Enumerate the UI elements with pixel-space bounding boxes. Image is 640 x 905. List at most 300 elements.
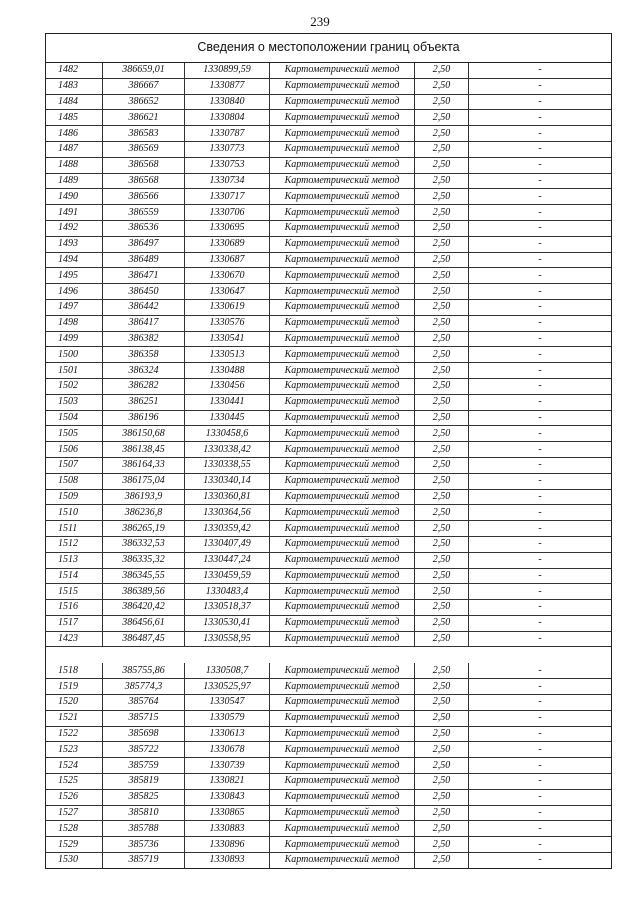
method-cell: Картометрический метод [270,236,415,252]
description-cell: - [469,299,612,315]
description-cell: - [469,126,612,142]
table-row [46,141,611,157]
description-cell: - [538,664,542,676]
point-number-cell: 1489 [46,173,103,189]
x-coordinate-cell: 385764 [103,695,185,711]
point-number-cell: 1483 [46,78,103,94]
table-row [46,631,611,646]
point-number-cell: 1490 [46,189,103,205]
accuracy-cell: 2,50 [415,94,469,110]
table-row [46,805,611,821]
y-coordinate-cell: 1330508,7 [185,663,270,678]
accuracy-cell: 2,50 [415,315,469,331]
description-cell: - [469,853,612,868]
description-cell: - [469,110,612,126]
table-group-separator [46,646,611,663]
x-coordinate-cell: 386442 [103,299,185,315]
method-cell: Картометрический метод [270,789,415,805]
x-coordinate-cell: 385715 [103,710,185,726]
accuracy-cell: 2,50 [415,631,469,646]
description-cell: - [469,78,612,94]
method-cell: Картометрический метод [270,299,415,315]
method-cell: Картометрический метод [270,805,415,821]
method-cell: Картометрический метод [270,600,415,616]
accuracy-cell: 2,50 [415,426,469,442]
table-row [46,363,611,379]
table-row [46,457,611,473]
point-number-cell: 1493 [46,236,103,252]
method-cell: Картометрический метод [270,521,415,537]
x-coordinate-cell: 386193,9 [103,489,185,505]
point-number-cell: 1527 [46,805,103,821]
description-cell: - [469,205,612,221]
coordinates-table-group-1 [46,63,611,646]
x-coordinate-cell: 385819 [103,774,185,790]
page-number: 239 [310,14,330,29]
method-cell: Картометрический метод [270,473,415,489]
y-coordinate-cell: 1330459,59 [185,568,270,584]
point-number-cell: 1498 [46,315,103,331]
x-coordinate-cell: 386335,32 [103,552,185,568]
y-coordinate-cell: 1330359,42 [185,521,270,537]
accuracy-cell: 2,50 [415,299,469,315]
x-coordinate-cell: 386417 [103,315,185,331]
method-cell: Картометрический метод [270,742,415,758]
description-cell: - [469,742,612,758]
description-cell: - [469,331,612,347]
method-cell: Картометрический метод [270,110,415,126]
accuracy-cell: 2,50 [415,268,469,284]
y-coordinate-cell: 1330338,55 [185,457,270,473]
y-coordinate-cell: 1330773 [185,141,270,157]
x-coordinate-cell: 385719 [103,853,185,868]
point-number-cell: 1495 [46,268,103,284]
point-number-cell: 1507 [46,457,103,473]
point-number-cell: 1516 [46,600,103,616]
method-cell: Картометрический метод [270,220,415,236]
method-cell: Картометрический метод [270,615,415,631]
table-row [46,268,611,284]
method-cell: Картометрический метод [270,584,415,600]
y-coordinate-cell: 1330579 [185,710,270,726]
y-coordinate-cell: 1330804 [185,110,270,126]
accuracy-cell: 2,50 [415,442,469,458]
accuracy-cell: 2,50 [415,536,469,552]
method-cell: Картометрический метод [270,663,415,678]
table-row [46,521,611,537]
method-cell: Картометрический метод [270,157,415,173]
table-row [46,157,611,173]
point-number-cell: 1526 [46,789,103,805]
method-cell: Картометрический метод [270,141,415,157]
y-coordinate-cell: 1330547 [185,695,270,711]
method-cell: Картометрический метод [270,758,415,774]
y-coordinate-cell: 1330441 [185,394,270,410]
y-coordinate-cell: 1330706 [185,205,270,221]
x-coordinate-cell: 385810 [103,805,185,821]
point-number-cell: 1506 [46,442,103,458]
accuracy-cell: 2,50 [415,394,469,410]
accuracy-cell: 2,50 [415,157,469,173]
point-number-cell: 1503 [46,394,103,410]
method-cell: Картометрический метод [270,94,415,110]
table-row [46,410,611,426]
x-coordinate-cell: 385788 [103,821,185,837]
x-coordinate-cell: 386175,04 [103,473,185,489]
table-row [46,742,611,758]
point-number-cell: 1423 [46,631,103,646]
x-coordinate-cell: 386282 [103,378,185,394]
accuracy-cell: 2,50 [415,205,469,221]
y-coordinate-cell: 1330899,59 [185,63,270,78]
point-number-cell: 1502 [46,378,103,394]
x-coordinate-cell: 386497 [103,236,185,252]
y-coordinate-cell: 1330865 [185,805,270,821]
table-row [46,284,611,300]
accuracy-cell: 2,50 [415,363,469,379]
accuracy-cell: 2,50 [415,473,469,489]
x-coordinate-cell: 386471 [103,268,185,284]
y-coordinate-cell: 1330407,49 [185,536,270,552]
description-cell: - [469,584,612,600]
x-coordinate-cell: 386345,55 [103,568,185,584]
method-cell: Картометрический метод [270,710,415,726]
method-cell: Картометрический метод [270,457,415,473]
table-row [46,347,611,363]
x-coordinate-cell: 385774,3 [103,679,185,695]
accuracy-cell: 2,50 [415,600,469,616]
table-row [46,663,611,678]
method-cell: Картометрический метод [270,726,415,742]
table-row [46,189,611,205]
table-row [46,726,611,742]
point-number-cell: 1509 [46,489,103,505]
coordinates-table-frame [45,33,612,869]
table-row [46,252,611,268]
point-number-cell: 1513 [46,552,103,568]
description-cell: - [469,236,612,252]
coordinates-table-group-2 [46,663,611,867]
table-row [46,473,611,489]
description-cell: - [469,631,612,646]
x-coordinate-cell: 385722 [103,742,185,758]
y-coordinate-cell: 1330488 [185,363,270,379]
description-cell: - [469,710,612,726]
method-cell: Картометрический метод [270,126,415,142]
point-number-cell: 1485 [46,110,103,126]
accuracy-cell: 2,50 [415,521,469,537]
x-coordinate-cell: 386251 [103,394,185,410]
method-cell: Картометрический метод [270,552,415,568]
method-cell: Картометрический метод [270,426,415,442]
point-number-cell: 1487 [46,141,103,157]
point-number-cell: 1505 [46,426,103,442]
table-row [46,821,611,837]
description-cell: - [469,442,612,458]
y-coordinate-cell: 1330687 [185,252,270,268]
table-row [46,584,611,600]
x-coordinate-cell: 385759 [103,758,185,774]
description-cell: - [469,268,612,284]
description-cell: - [469,536,612,552]
accuracy-cell: 2,50 [415,141,469,157]
description-cell: - [469,679,612,695]
table-row [46,536,611,552]
description-cell: - [469,552,612,568]
description-cell: - [469,347,612,363]
accuracy-cell: 2,50 [415,789,469,805]
point-number-cell: 1500 [46,347,103,363]
description-cell: - [469,394,612,410]
y-coordinate-cell: 1330753 [185,157,270,173]
accuracy-cell: 2,50 [415,378,469,394]
x-coordinate-cell: 386456,61 [103,615,185,631]
description-cell: - [469,252,612,268]
y-coordinate-cell: 1330695 [185,220,270,236]
method-cell: Картометрический метод [270,189,415,205]
y-coordinate-cell: 1330896 [185,837,270,853]
y-coordinate-cell: 1330364,56 [185,505,270,521]
y-coordinate-cell: 1330678 [185,742,270,758]
description-cell: - [469,284,612,300]
y-coordinate-cell: 1330840 [185,94,270,110]
point-number-cell: 1514 [46,568,103,584]
x-coordinate-cell: 386566 [103,189,185,205]
table-row [46,679,611,695]
point-number-cell: 1529 [46,837,103,853]
description-cell: - [469,489,612,505]
x-coordinate-cell: 386568 [103,157,185,173]
point-number-cell: 1482 [46,63,103,78]
accuracy-cell: 2,50 [415,347,469,363]
point-number-cell: 1492 [46,220,103,236]
description-cell: - [469,473,612,489]
point-number-cell: 1484 [46,94,103,110]
description-cell: - [469,94,612,110]
method-cell: Картометрический метод [270,774,415,790]
point-number-cell: 1501 [46,363,103,379]
description-cell: - [469,378,612,394]
x-coordinate-cell: 386652 [103,94,185,110]
point-number-cell: 1515 [46,584,103,600]
description-cell: - [469,837,612,853]
point-number-cell: 1488 [46,157,103,173]
table-row [46,789,611,805]
y-coordinate-cell: 1330340,14 [185,473,270,489]
accuracy-cell: 2,50 [415,457,469,473]
table-title: Сведения о местоположении границ объекта [46,34,611,63]
method-cell: Картометрический метод [270,63,415,78]
description-cell: - [469,821,612,837]
x-coordinate-cell: 386487,45 [103,631,185,646]
table-row [46,442,611,458]
x-coordinate-cell: 386450 [103,284,185,300]
method-cell: Картометрический метод [270,853,415,868]
method-cell: Картометрический метод [270,568,415,584]
y-coordinate-cell: 1330843 [185,789,270,805]
description-cell: - [469,457,612,473]
accuracy-cell: 2,50 [415,63,469,78]
table-row [46,505,611,521]
point-number-cell: 1508 [46,473,103,489]
table-row [46,126,611,142]
accuracy-cell: 2,50 [415,758,469,774]
x-coordinate-cell: 386164,33 [103,457,185,473]
table-row [46,837,611,853]
y-coordinate-cell: 1330883 [185,821,270,837]
table-row [46,94,611,110]
accuracy-cell: 2,50 [415,710,469,726]
description-cell: - [469,695,612,711]
accuracy-cell: 2,50 [415,805,469,821]
table-row [46,695,611,711]
accuracy-cell: 2,50 [415,331,469,347]
x-coordinate-cell: 386559 [103,205,185,221]
x-coordinate-cell: 386236,8 [103,505,185,521]
accuracy-cell: 2,50 [415,584,469,600]
accuracy-cell: 2,50 [415,505,469,521]
accuracy-cell: 2,50 [415,663,469,678]
table-row [46,110,611,126]
description-cell: - [469,600,612,616]
accuracy-cell: 2,50 [415,552,469,568]
x-coordinate-cell: 386358 [103,347,185,363]
point-number-cell: 1524 [46,758,103,774]
description-cell: - [469,173,612,189]
method-cell: Картометрический метод [270,837,415,853]
y-coordinate-cell: 1330360,81 [185,489,270,505]
y-coordinate-cell: 1330447,24 [185,552,270,568]
y-coordinate-cell: 1330670 [185,268,270,284]
y-coordinate-cell: 1330483,4 [185,584,270,600]
y-coordinate-cell: 1330513 [185,347,270,363]
table-row [46,220,611,236]
y-coordinate-cell: 1330525,97 [185,679,270,695]
y-coordinate-cell: 1330689 [185,236,270,252]
y-coordinate-cell: 1330338,42 [185,442,270,458]
description-cell: - [469,789,612,805]
y-coordinate-cell: 1330877 [185,78,270,94]
method-cell: Картометрический метод [270,268,415,284]
table-row [46,315,611,331]
point-number-cell: 1518 [46,663,103,678]
point-number-cell: 1525 [46,774,103,790]
x-coordinate-cell: 386332,53 [103,536,185,552]
table-row [46,568,611,584]
y-coordinate-cell: 1330558,95 [185,631,270,646]
y-coordinate-cell: 1330576 [185,315,270,331]
description-cell: - [469,157,612,173]
table-row [46,63,611,78]
y-coordinate-cell: 1330445 [185,410,270,426]
x-coordinate-cell: 386569 [103,141,185,157]
method-cell: Картометрический метод [270,378,415,394]
x-coordinate-cell: 386621 [103,110,185,126]
table-row [46,205,611,221]
y-coordinate-cell: 1330893 [185,853,270,868]
x-coordinate-cell: 386536 [103,220,185,236]
y-coordinate-cell: 1330541 [185,331,270,347]
table-row [46,426,611,442]
x-coordinate-cell: 386583 [103,126,185,142]
point-number-cell: 1486 [46,126,103,142]
point-number-cell: 1496 [46,284,103,300]
accuracy-cell: 2,50 [415,726,469,742]
method-cell: Картометрический метод [270,695,415,711]
x-coordinate-cell: 386667 [103,78,185,94]
method-cell: Картометрический метод [270,489,415,505]
y-coordinate-cell: 1330739 [185,758,270,774]
method-cell: Картометрический метод [270,536,415,552]
accuracy-cell: 2,50 [415,220,469,236]
y-coordinate-cell: 1330787 [185,126,270,142]
x-coordinate-cell: 386324 [103,363,185,379]
table-row [46,615,611,631]
accuracy-cell: 2,50 [415,126,469,142]
accuracy-cell: 2,50 [415,78,469,94]
y-coordinate-cell: 1330619 [185,299,270,315]
point-number-cell: 1510 [46,505,103,521]
point-number-cell: 1530 [46,853,103,868]
y-coordinate-cell: 1330518,37 [185,600,270,616]
x-coordinate-cell: 386265,19 [103,521,185,537]
accuracy-cell: 2,50 [415,173,469,189]
method-cell: Картометрический метод [270,78,415,94]
x-coordinate-cell: 386196 [103,410,185,426]
method-cell: Картометрический метод [270,331,415,347]
x-coordinate-cell: 386382 [103,331,185,347]
method-cell: Картометрический метод [270,442,415,458]
description-cell: - [469,521,612,537]
point-number-cell: 1491 [46,205,103,221]
table-row [46,394,611,410]
point-number-cell: 1522 [46,726,103,742]
method-cell: Картометрический метод [270,505,415,521]
description-cell: - [469,805,612,821]
point-number-cell: 1520 [46,695,103,711]
description-cell: - [469,774,612,790]
description-cell: - [469,568,612,584]
accuracy-cell: 2,50 [415,236,469,252]
table-row [46,600,611,616]
method-cell: Картометрический метод [270,173,415,189]
method-cell: Картометрический метод [270,679,415,695]
accuracy-cell: 2,50 [415,837,469,853]
method-cell: Картометрический метод [270,394,415,410]
accuracy-cell: 2,50 [415,853,469,868]
accuracy-cell: 2,50 [415,489,469,505]
description-cell: - [469,141,612,157]
accuracy-cell: 2,50 [415,284,469,300]
x-coordinate-cell: 386138,45 [103,442,185,458]
table-row [46,758,611,774]
y-coordinate-cell: 1330530,41 [185,615,270,631]
table-row [46,774,611,790]
table-row [46,173,611,189]
y-coordinate-cell: 1330717 [185,189,270,205]
description-cell: - [538,64,542,76]
description-cell: - [469,758,612,774]
y-coordinate-cell: 1330821 [185,774,270,790]
y-coordinate-cell: 1330458,6 [185,426,270,442]
accuracy-cell: 2,50 [415,774,469,790]
table-row [46,299,611,315]
table-row [46,378,611,394]
table-row [46,552,611,568]
table-row [46,710,611,726]
accuracy-cell: 2,50 [415,189,469,205]
description-cell: - [469,410,612,426]
